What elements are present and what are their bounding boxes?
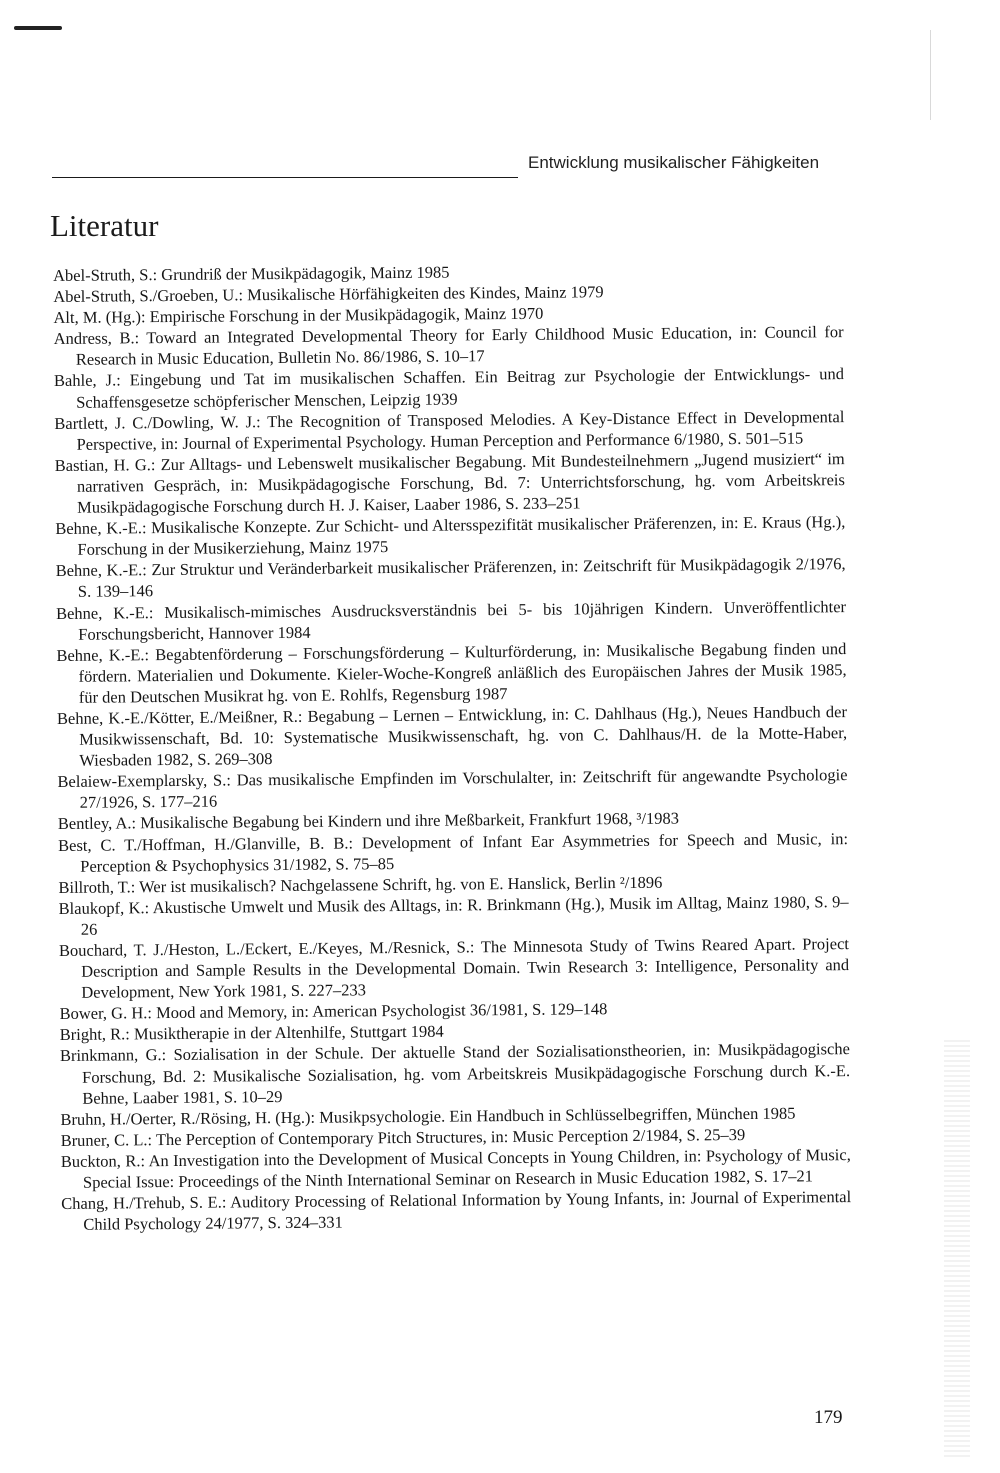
bibliography-entry: Chang, H./Trehub, S. E.: Auditory Processing of Relational Information by Young Infants, in: Journal of Experimental Child Psychology 24/1977, S. 324–331 [61,1187,852,1234]
page-edge-shadow [944,1040,970,1460]
bibliography-entry: Bentley, A.: Musikalische Begabung bei Kindern und ihre Meßbarkeit, Frankfurt 1968, ³/1983 [57,808,680,834]
bibliography-entry: Abel-Struth, S.: Grundriß der Musikpädagogik, Mainz 1985 [53,262,450,285]
bibliography-entry: Alt, M. (Hg.): Empirische Forschung in der Musikpädagogik, Mainz 1970 [53,303,544,328]
header-rule [52,177,518,178]
bibliography-entry: Bartlett, J. C./Dowling, W. J.: The Recognition of Transposed Melodies. A Key-Distance Effect in Developmental Perspective, in: Journal of Experimental Psychology. Human Perception and Performance 6/1980, S. 501–515 [54,406,845,454]
running-head: Entwicklung musikalischer Fähigkeiten [528,153,820,172]
bibliography-entry: Behne, K.-E.: Begabtenförderung – Forschungsförderung – Kulturförderung, in: Musikalische Begabung finden und fördern. Materialien und Dokumente. Kieler-Woche-Kongreß anläßlich des Europäischen Jahres der Musik 1985, für den Deutschen Musikrat hg. von E. Rohlfs, Regensburg 1987 [56,638,847,707]
bibliography-entry: Behne, K.-E./Kötter, E./Meißner, R.: Begabung – Lernen – Entwicklung, in: C. Dahlhaus (Hg.), Neues Handbuch der Musikwissenschaft, Bd. 10: Systematische Musikwissenschaft, hg. von C. Dahlhaus/H. de la Motte-Haber, Wiesbaden 1982, S. 269–308 [56,702,848,770]
bibliography-entry: Best, C. T./Hoffman, H./Glanville, B. B.: Development of Infant Ear Asymmetries for Speech and Music, in: Perception & Psychophysics 31/1982, S. 75–85 [57,828,849,876]
bibliography-entry: Behne, K.-E.: Musikalisch-mimisches Ausdrucksverständnis bei 5- bis 10jährigen Kindern. Unveröffentlichter Forschungsbericht, Hannover 1984 [55,596,847,644]
bibliography-entry: Bruhn, H./Oerter, R./Rösing, H. (Hg.): Musikpsychologie. Ein Handbuch in Schlüsselbegriffen, München 1985 [60,1103,796,1129]
bibliography-entry: Belaiew-Exemplarsky, S.: Das musikalische Empfinden im Vorschulalter, in: Zeitschrift für angewandte Psychologie 27/1926, S. 177–216 [57,765,848,813]
bibliography-entry: Bastian, H. G.: Zur Alltags- und Lebenswelt musikalischer Begabung. Mit Bundesteilnehmern „Jugend musiziert“ im narrativen Gespräch, in: Musikpädagogische Forschung, Bd. 7: Unterrichtsforschung, hg. vom Arbeitskreis Musikpädagogische Forschung durch H. J. Kaiser, Laaber 1986, S. 233–251 [54,448,845,517]
bibliography-entry: Andress, B.: Toward an Integrated Developmental Theory for Early Childhood Music Education, in: Council for Research in Music Education, Bulletin No. 86/1986, S. 10–17 [53,322,844,370]
bibliography-entry: Bahle, J.: Eingebung und Tat im musikalischen Schaffen. Ein Beitrag zur Psychologie der Entwicklungs- und Schaffensgesetze schöpferischer Menschen, Leipzig 1939 [53,364,845,412]
bibliography-entry: Buckton, R.: An Investigation into the Development of Musical Concepts in Young Children, in: Psychology of Music, Special Issue: Proceedings of the Ninth International Seminar on Research in Music Education 1982, S. 17–21 [60,1145,851,1192]
bibliography-entry: Blaukopf, K.: Akustische Umwelt und Musik des Alltags, in: R. Brinkmann (Hg.), Musik im Alltag, Mainz 1980, S. 9–26 [58,891,849,939]
bibliography-entry: Bright, R.: Musiktherapie in der Altenhilfe, Stuttgart 1984 [59,1021,444,1045]
bibliography-entry: Behne, K.-E.: Zur Struktur und Veränderbarkeit musikalischer Präferenzen, in: Zeitschrift für Musikpädagogik 2/1976, S. 139–146 [55,554,846,602]
page-number: 179 [814,1407,843,1428]
bibliography-entry: Brinkmann, G.: Sozialisation in der Schule. Der aktuelle Stand der Sozialisationstheorien, in: Musikpädagogische Forschung, Bd. 2: Musikalische Sozialisation, hg. vom Arbeitskreis Musikpädagogische Forschung durch K.-E. Behne, Laaber 1981, S. 10–29 [59,1039,851,1108]
page-edge-line [930,30,931,120]
bibliography-list [53,258,851,1235]
bibliography-entry: Bower, G. H.: Mood and Memory, in: American Psychologist 36/1981, S. 129–148 [59,999,608,1024]
bibliography-entry: Abel-Struth, S./Groeben, U.: Musikalische Hörfähigkeiten des Kindes, Mainz 1979 [53,282,604,307]
bibliography-entry: Behne, K.-E.: Musikalische Konzepte. Zur Schicht- und Altersspezifität musikalischer Präferenzen, in: E. Kraus (Hg.), Forschung in der Musikerziehung, Mainz 1975 [55,512,846,560]
scan-artifact [14,26,62,30]
bibliography-entry: Billroth, T.: Wer ist musikalisch? Nachgelassene Schrift, hg. von E. Hanslick, Berlin ²/1896 [58,872,663,897]
bibliography-entry: Bouchard, T. J./Heston, L./Eckert, E./Keyes, M./Resnick, S.: The Minnesota Study of Twins Reared Apart. Project Description and Sample Results in the Developmental Domain. Twin Research 3: Intelligence, Personality and Development, New York 1981, S. 227–233 [58,934,850,1002]
bibliography-entry: Bruner, C. L.: The Perception of Contemporary Pitch Structures, in: Music Perception 2/1984, S. 25–39 [60,1124,746,1150]
section-title: Literatur [50,208,159,243]
